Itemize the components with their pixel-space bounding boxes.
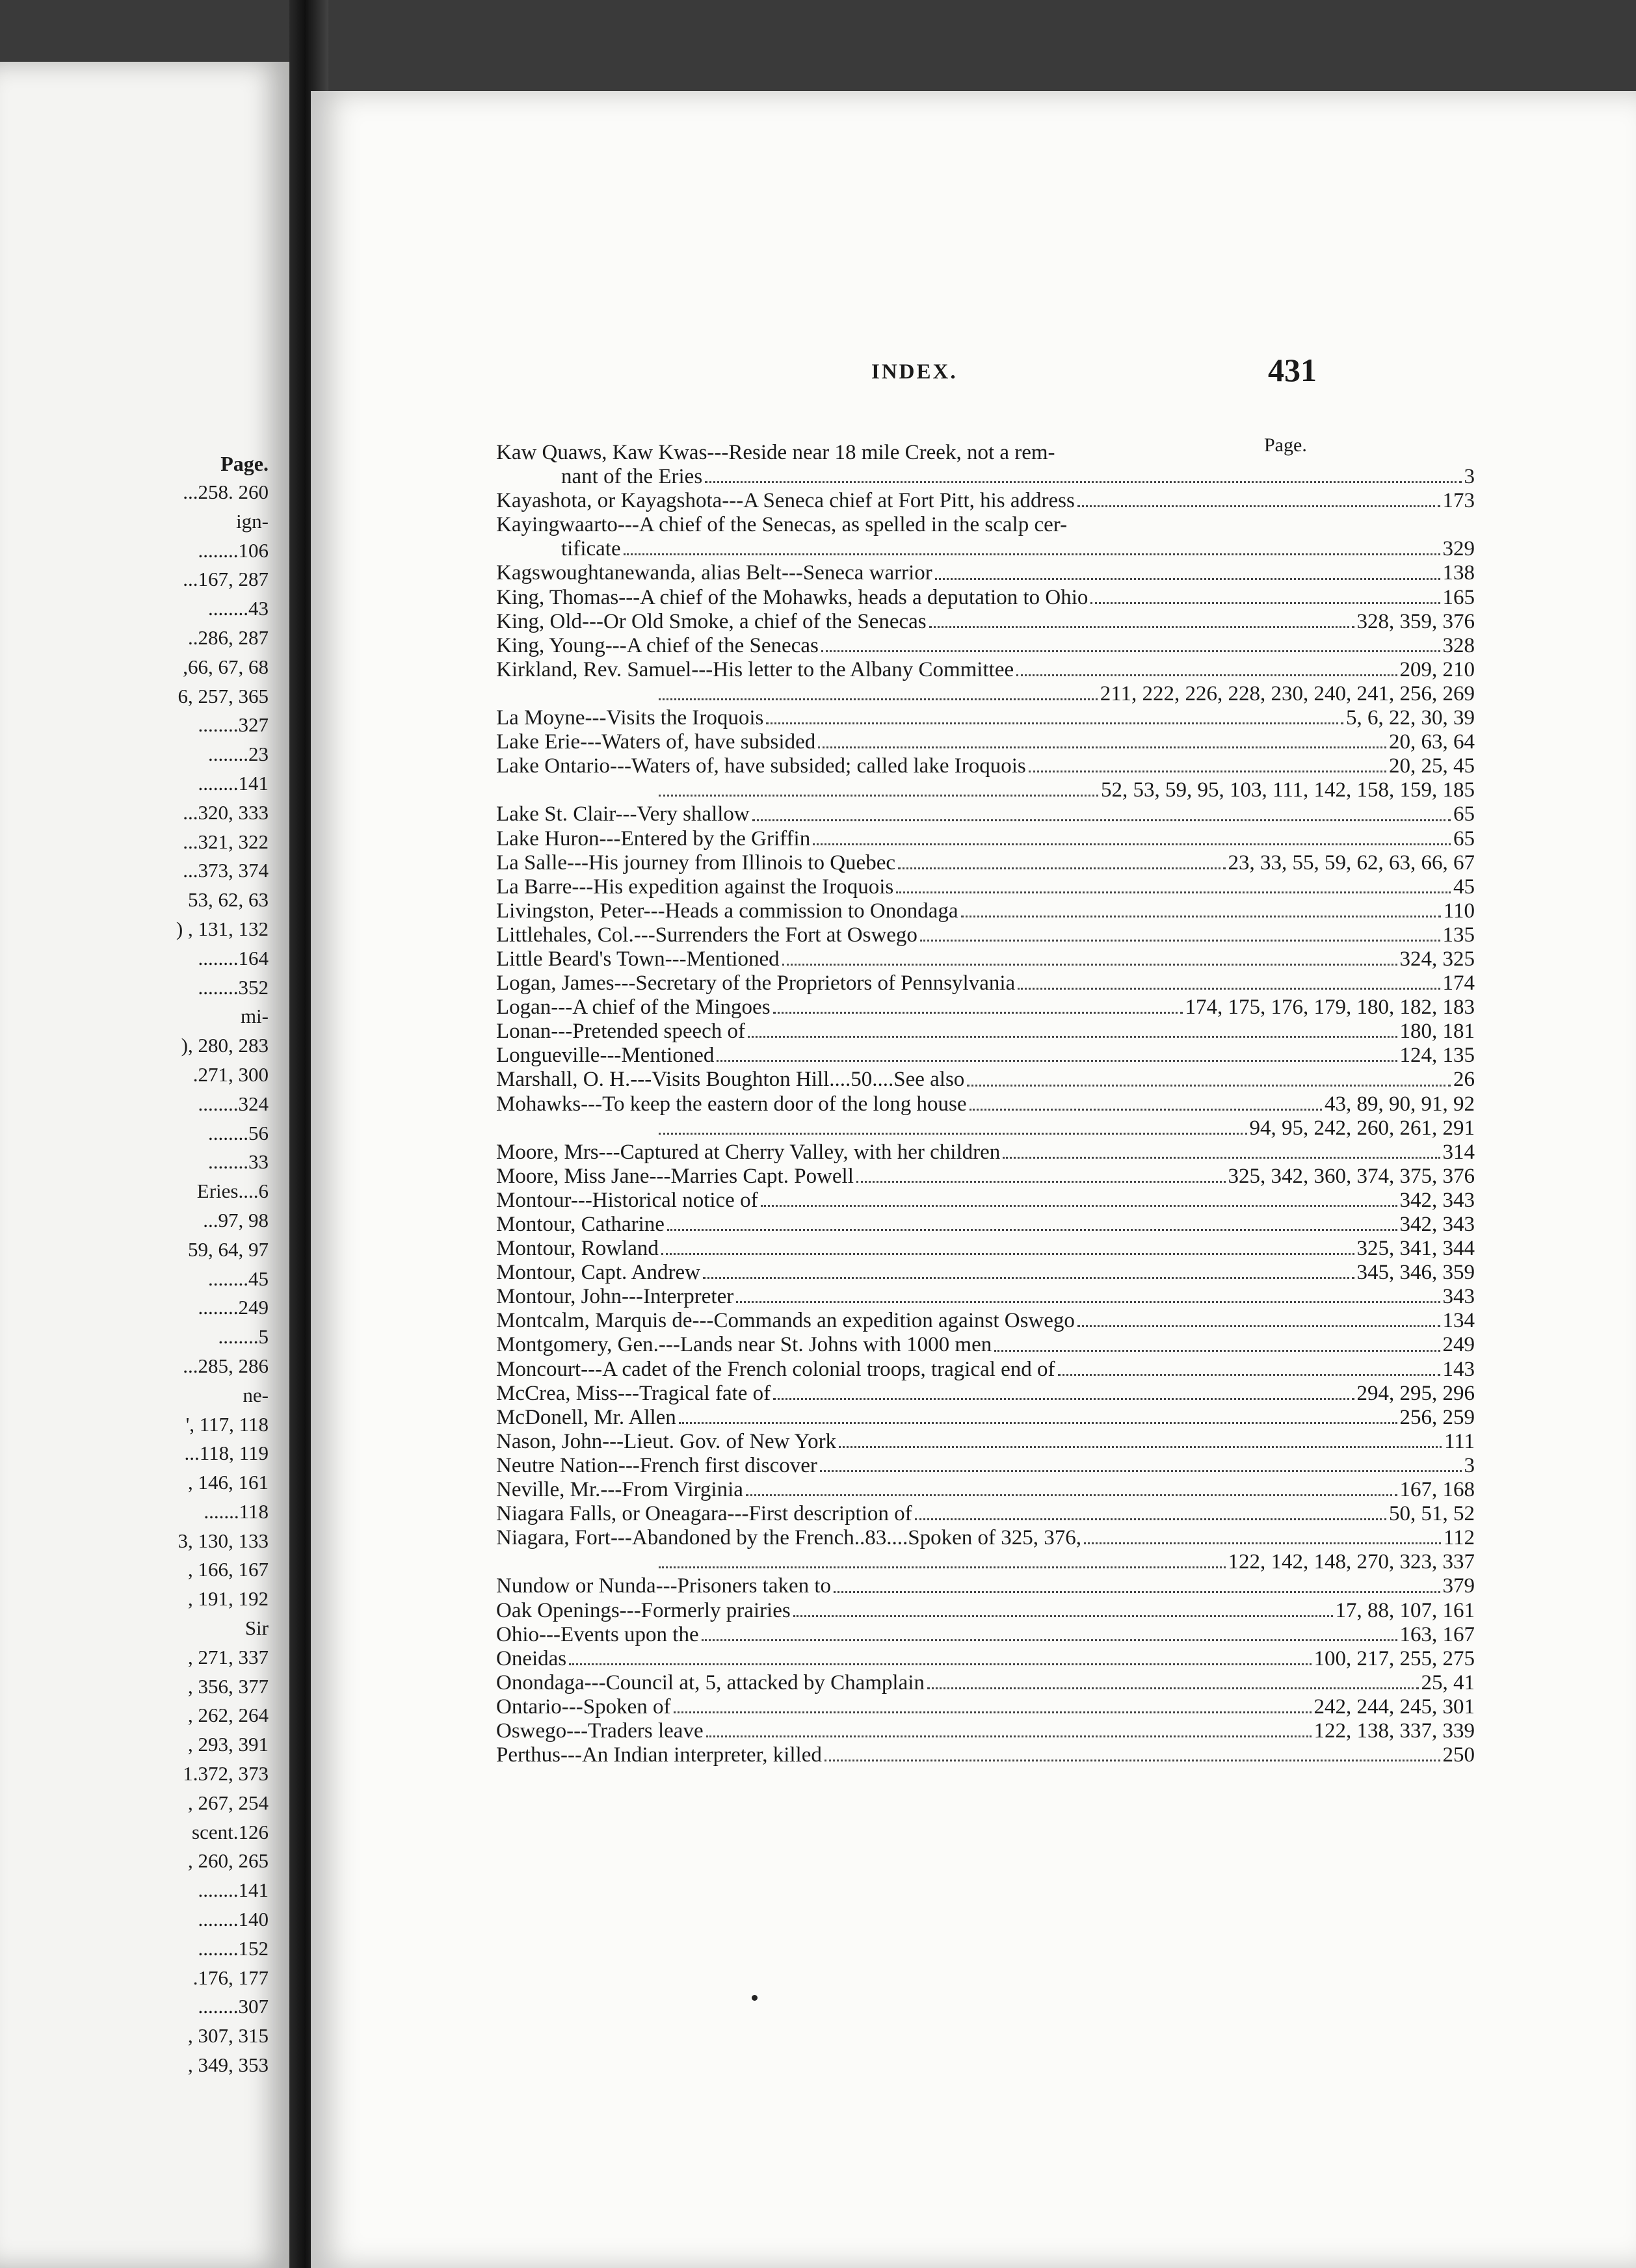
left-page-fragment: , 267, 254 <box>188 1791 269 1814</box>
index-entry <box>496 1358 1475 1382</box>
entry-pages: 379 <box>1442 1574 1475 1598</box>
left-page-fragment: 59, 64, 97 <box>188 1237 269 1261</box>
left-page-fragment: , 262, 264 <box>188 1704 269 1727</box>
entry-text: Montcalm, Marquis de---Commands an expedition against Oswego <box>496 1309 1075 1333</box>
index-entry <box>496 1599 1475 1623</box>
left-page-fragment: 1.372, 373 <box>183 1762 269 1786</box>
dot-leader <box>748 1036 1397 1038</box>
entry-pages: 20, 25, 45 <box>1389 754 1475 778</box>
dot-leader <box>818 746 1386 748</box>
entry-pages: 163, 167 <box>1399 1622 1475 1646</box>
entry-pages: 325, 341, 344 <box>1356 1237 1475 1261</box>
entry-text: Nason, John---Lieut. Gov. of New York <box>496 1429 837 1453</box>
left-page-fragment: ne- <box>243 1383 269 1406</box>
entry-text: nant of the Eries <box>561 465 703 489</box>
dot-leader <box>856 1181 1226 1183</box>
left-page-fragment: ign- <box>236 509 269 533</box>
dot-leader <box>1090 602 1440 604</box>
dot-leader <box>773 1398 1354 1400</box>
dot-leader <box>752 819 1451 821</box>
entry-text: Montgomery, Gen.---Lands near St. Johns with 1000 men <box>496 1333 992 1357</box>
left-page-fragment: ........152 <box>198 1936 269 1960</box>
left-page-fragment: ........141 <box>198 1879 269 1902</box>
entry-pages: 324, 325 <box>1399 947 1475 971</box>
entry-pages: 111 <box>1444 1429 1475 1453</box>
entry-text: Kayashota, or Kayagshota---A Seneca chief at Fort Pitt, his address <box>496 489 1075 513</box>
entry-pages: 173 <box>1442 489 1475 513</box>
entry-pages: 256, 259 <box>1399 1405 1475 1429</box>
dot-leader <box>766 722 1343 724</box>
entry-text: Littlehales, Col.---Surrenders the Fort at Oswego <box>496 923 917 947</box>
entry-pages: 122, 142, 148, 270, 323, 337 <box>1228 1550 1475 1574</box>
left-page-fragment: ', 117, 118 <box>185 1412 269 1436</box>
dot-leader <box>761 1205 1397 1207</box>
dot-leader <box>773 1012 1183 1014</box>
dot-leader <box>705 481 1461 483</box>
left-page-fragment: , 166, 167 <box>188 1558 269 1581</box>
entry-pages: 134 <box>1442 1309 1475 1333</box>
left-page-fragment: ...373, 374 <box>183 859 269 882</box>
index-entry <box>496 730 1475 754</box>
index-entry <box>496 1333 1475 1357</box>
dot-leader <box>896 891 1451 893</box>
left-page-fragment: ........327 <box>198 713 269 737</box>
entry-text: La Moyne---Visits the Iroquois <box>496 706 764 730</box>
left-page-fragment: ........106 <box>198 538 269 562</box>
entry-text: Kaw Quaws, Kaw Kwas---Reside near 18 mile Creek, not a rem- <box>496 441 1055 464</box>
dot-leader <box>1003 1157 1440 1159</box>
dot-leader <box>970 1109 1323 1111</box>
entry-text: Moncourt---A cadet of the French colonial troops, tragical end of <box>496 1357 1055 1381</box>
index-entry <box>496 1165 1475 1189</box>
entry-text: Logan, James---Secretary of the Proprietors of Pennsylvania <box>496 971 1016 996</box>
entry-pages: 135 <box>1442 923 1475 947</box>
left-page-fragment: ........33 <box>208 1150 269 1174</box>
left-page-fragment: , 191, 192 <box>188 1587 269 1611</box>
dot-leader <box>898 867 1226 869</box>
entry-pages: 112 <box>1443 1526 1475 1550</box>
index-entry <box>496 682 1475 706</box>
entry-pages: 345, 346, 359 <box>1356 1261 1475 1285</box>
index-entry <box>496 1574 1475 1598</box>
index-entry <box>496 1406 1475 1430</box>
dot-leader <box>813 843 1451 845</box>
entry-text: Neville, Mr.---From Virginia <box>496 1478 743 1502</box>
entry-text: Kayingwaarto---A chief of the Senecas, as spelled in the scalp cer- <box>496 513 1068 537</box>
entry-pages: 26 <box>1453 1068 1475 1092</box>
index-entry <box>496 610 1475 634</box>
index-entry <box>496 996 1475 1020</box>
index-entry <box>496 706 1475 730</box>
left-page-fragment: ..286, 287 <box>188 626 269 649</box>
left-page-fragment: ...97, 98 <box>203 1208 269 1232</box>
entry-pages: 20, 63, 64 <box>1389 730 1475 754</box>
left-page-fragment: ), 280, 283 <box>181 1034 269 1057</box>
index-entry <box>496 875 1475 899</box>
entry-text: La Barre---His expedition against the Iroquois <box>496 875 894 899</box>
entry-text: Montour, Rowland <box>496 1237 659 1261</box>
entry-text: Little Beard's Town---Mentioned <box>496 947 780 971</box>
entry-text: Lake Ontario---Waters of, have subsided; called lake Iroquois <box>496 754 1026 778</box>
entry-pages: 174, 175, 176, 179, 180, 182, 183 <box>1185 996 1475 1020</box>
left-page-fragment: Sir <box>244 1616 269 1640</box>
entry-pages: 211, 222, 226, 228, 230, 240, 241, 256, 269 <box>1100 681 1475 705</box>
entry-pages: 180, 181 <box>1399 1020 1475 1044</box>
entry-pages: 343 <box>1442 1285 1475 1309</box>
index-entry <box>496 1623 1475 1647</box>
left-page-fragment: ) , 131, 132 <box>176 917 269 940</box>
entry-pages: 43, 89, 90, 91, 92 <box>1325 1092 1475 1116</box>
index-entry <box>496 1526 1475 1550</box>
dot-leader <box>935 578 1440 580</box>
entry-text: Neutre Nation---French first discover <box>496 1453 817 1477</box>
ink-dot <box>752 1995 758 2001</box>
left-page-fragment: , 293, 391 <box>188 1733 269 1756</box>
entry-text: Nundow or Nunda---Prisoners taken to <box>496 1574 832 1598</box>
index-entry <box>496 1478 1475 1502</box>
entry-pages: 122, 138, 337, 339 <box>1313 1719 1475 1743</box>
index-entry <box>496 1743 1475 1767</box>
left-page-fragment: .......118 <box>204 1499 269 1523</box>
dot-leader <box>1058 1374 1440 1376</box>
entry-pages: 328 <box>1442 633 1475 657</box>
left-page-column-label: Page. <box>220 452 269 475</box>
index-entry <box>496 513 1475 537</box>
dot-leader <box>659 1133 1247 1135</box>
left-page-fragment: ........141 <box>198 771 269 795</box>
entry-text: Moore, Miss Jane---Marries Capt. Powell <box>496 1164 854 1188</box>
index-entry <box>496 586 1475 610</box>
entry-pages: 5, 6, 22, 30, 39 <box>1346 706 1475 730</box>
left-page-fragment: , 307, 315 <box>188 2024 269 2048</box>
dot-leader <box>782 964 1397 966</box>
entry-pages: 52, 53, 59, 95, 103, 111, 142, 158, 159, 185 <box>1100 778 1475 802</box>
dot-leader <box>793 1615 1333 1617</box>
index-entry <box>496 1285 1475 1309</box>
dot-leader <box>706 1735 1312 1737</box>
dot-leader <box>736 1301 1440 1303</box>
entry-text: Logan---A chief of the Mingoes <box>496 996 771 1020</box>
dot-leader <box>825 1760 1440 1761</box>
entry-text: King, Thomas---A chief of the Mohawks, heads a deputation to Ohio <box>496 585 1088 609</box>
index-entry <box>496 1671 1475 1695</box>
index-entry <box>496 1044 1475 1068</box>
left-page-fragment: , 349, 353 <box>188 2053 269 2077</box>
entry-pages: 250 <box>1442 1743 1475 1767</box>
index-entry <box>496 1719 1475 1743</box>
dot-leader <box>821 650 1440 652</box>
entry-pages: 329 <box>1442 537 1475 561</box>
left-page-fragment: ,66, 67, 68 <box>183 655 269 678</box>
entry-pages: 143 <box>1442 1357 1475 1381</box>
entry-text: Lake Erie---Waters of, have subsided <box>496 730 816 754</box>
left-page-fragments <box>176 478 269 2080</box>
entry-text: Oswego---Traders leave <box>496 1719 704 1743</box>
dot-leader <box>569 1663 1311 1665</box>
index-entry <box>496 1647 1475 1671</box>
dot-leader <box>967 1085 1451 1087</box>
dot-leader <box>746 1494 1397 1496</box>
left-page-fragment: scent.126 <box>192 1820 269 1843</box>
entry-pages: 167, 168 <box>1399 1478 1475 1502</box>
right-page <box>311 91 1636 2268</box>
dot-leader <box>667 1229 1397 1231</box>
entry-pages: 23, 33, 55, 59, 62, 63, 66, 67 <box>1228 850 1475 875</box>
dot-leader <box>839 1446 1442 1448</box>
entry-text: King, Old---Or Old Smoke, a chief of the Senecas <box>496 609 927 633</box>
dot-leader <box>1029 771 1386 772</box>
entry-text: Niagara, Fort---Abandoned by the French..83....Spoken of 325, 376, <box>496 1526 1081 1550</box>
left-page-fragment: ........307 <box>198 1995 269 2018</box>
entry-text: Lake St. Clair---Very shallow <box>496 802 750 826</box>
left-page-fragment: 53, 62, 63 <box>188 888 269 912</box>
left-page-fragment: ...258. 260 <box>183 481 269 503</box>
index-entry <box>496 561 1475 585</box>
entry-text: McDonell, Mr. Allen <box>496 1405 676 1429</box>
entry-text: Ohio---Events upon the <box>496 1622 699 1646</box>
index-entry <box>496 1068 1475 1092</box>
running-head: INDEX. <box>871 360 958 384</box>
entry-text: tificate <box>561 537 621 561</box>
index-entry <box>496 441 1475 465</box>
dot-leader <box>624 553 1440 555</box>
entry-pages: 342, 343 <box>1399 1188 1475 1212</box>
index-entry <box>496 634 1475 658</box>
dot-leader <box>915 1518 1386 1520</box>
entry-text: Longueville---Mentioned <box>496 1044 715 1068</box>
left-page-fragment: Eries....6 <box>196 1180 269 1203</box>
left-page-fragment: , 271, 337 <box>188 1645 269 1668</box>
entry-text: Onondaga---Council at, 5, attacked by Champlain <box>496 1670 925 1694</box>
left-page-fragment: 6, 257, 365 <box>178 684 269 707</box>
entry-text: McCrea, Miss---Tragical fate of <box>496 1381 771 1405</box>
index-entry <box>496 899 1475 923</box>
left-page-fragment: , 260, 265 <box>188 1849 269 1873</box>
index-entry <box>496 537 1475 561</box>
dot-leader <box>1084 1542 1441 1544</box>
entry-text: Oneidas <box>496 1646 567 1670</box>
left-page-fragment: ........23 <box>208 743 269 766</box>
entry-pages: 110 <box>1443 899 1475 923</box>
dot-leader <box>961 916 1441 917</box>
entry-text: Livingston, Peter---Heads a commission to Onondaga <box>496 899 958 923</box>
entry-pages: 249 <box>1442 1333 1475 1357</box>
dot-leader <box>927 1687 1419 1689</box>
dot-leader <box>920 940 1440 942</box>
entry-pages: 94, 95, 242, 260, 261, 291 <box>1249 1116 1475 1140</box>
entry-text: Ontario---Spoken of <box>496 1694 671 1719</box>
entry-text: Montour, John---Interpreter <box>496 1285 734 1309</box>
entry-text: La Salle---His journey from Illinois to Quebec <box>496 850 895 875</box>
entry-pages: 50, 51, 52 <box>1389 1502 1475 1526</box>
index-entry <box>496 1454 1475 1478</box>
index-entry <box>496 465 1475 489</box>
entry-pages: 65 <box>1453 826 1475 850</box>
entry-text: Kagswoughtanewanda, alias Belt---Seneca warrior <box>496 561 932 585</box>
left-page-fragment: , 146, 161 <box>188 1471 269 1494</box>
entry-text: Oak Openings---Formerly prairies <box>496 1598 791 1622</box>
left-page-fragment: ...321, 322 <box>183 830 269 853</box>
dot-leader <box>659 1566 1226 1568</box>
index-entry <box>496 754 1475 778</box>
dot-leader <box>1077 1325 1440 1327</box>
entry-pages: 174 <box>1442 971 1475 996</box>
dot-leader <box>717 1060 1397 1062</box>
dot-leader <box>1018 988 1440 990</box>
entry-text: Montour, Capt. Andrew <box>496 1261 700 1285</box>
index-entry <box>496 1116 1475 1141</box>
entry-text: Lonan---Pretended speech of <box>496 1020 745 1044</box>
index-entry <box>496 947 1475 971</box>
index-entry <box>496 1020 1475 1044</box>
entry-pages: 165 <box>1442 585 1475 609</box>
entry-pages: 314 <box>1442 1140 1475 1164</box>
left-page-fragment: ........56 <box>208 1121 269 1144</box>
left-page-fragment: ........5 <box>218 1325 269 1349</box>
left-page-fragment: ........45 <box>208 1267 269 1290</box>
page-number: 431 <box>1268 352 1317 388</box>
left-page-fragment: , 356, 377 <box>188 1674 269 1698</box>
dot-leader <box>820 1470 1462 1472</box>
index-entry <box>496 778 1475 802</box>
index-entry <box>496 489 1475 513</box>
left-page-fragment: .271, 300 <box>192 1062 269 1086</box>
index-entry <box>496 1237 1475 1261</box>
entry-pages: 209, 210 <box>1399 657 1475 681</box>
dot-leader <box>703 1277 1354 1279</box>
left-page-fragment: ........164 <box>198 946 269 969</box>
entry-pages: 342, 343 <box>1399 1213 1475 1236</box>
index-entry <box>496 1092 1475 1116</box>
dot-leader <box>702 1639 1397 1641</box>
dot-leader <box>834 1591 1440 1593</box>
index-entry <box>496 1189 1475 1213</box>
entry-text: King, Young---A chief of the Senecas <box>496 633 819 657</box>
left-page-fragment: 3, 130, 133 <box>178 1529 269 1552</box>
dot-leader <box>661 1253 1354 1255</box>
index-entry <box>496 802 1475 826</box>
entry-text: Lake Huron---Entered by the Griffin <box>496 826 811 850</box>
left-page-fragment: mi- <box>240 1005 269 1028</box>
left-page-fragment: ........249 <box>198 1296 269 1319</box>
left-page-fragment: ...118, 119 <box>184 1442 269 1465</box>
entry-pages: 45 <box>1453 875 1475 899</box>
entry-pages: 138 <box>1442 561 1475 585</box>
index-entry <box>496 1141 1475 1165</box>
index-entry <box>496 851 1475 875</box>
index-entry <box>496 658 1475 682</box>
index-entry <box>496 971 1475 996</box>
left-page-fragment: ........43 <box>208 597 269 620</box>
column-page-label: Page. <box>1264 434 1307 456</box>
entry-pages: 124, 135 <box>1399 1044 1475 1068</box>
left-page-fragment: .176, 177 <box>192 1966 269 1989</box>
dot-leader <box>659 795 1098 797</box>
dot-leader <box>659 698 1098 700</box>
entry-pages: 65 <box>1453 802 1475 826</box>
entry-text: Montour---Historical notice of <box>496 1188 758 1212</box>
entry-pages: 25, 41 <box>1421 1670 1475 1694</box>
index-entry <box>496 1430 1475 1454</box>
index-entry <box>496 827 1475 851</box>
left-facing-page <box>0 62 289 2268</box>
dot-leader <box>679 1422 1397 1424</box>
left-page-fragment: ........324 <box>198 1092 269 1115</box>
left-page-fragment: ........352 <box>198 975 269 999</box>
index-entry <box>496 1502 1475 1526</box>
entry-text: Niagara Falls, or Oneagara---First description of <box>496 1502 912 1526</box>
dot-leader <box>1016 674 1397 676</box>
entry-text: Kirkland, Rev. Samuel---His letter to the Albany Committee <box>496 657 1014 681</box>
entry-text: Montour, Catharine <box>496 1213 665 1236</box>
entry-pages: 325, 342, 360, 374, 375, 376 <box>1228 1164 1475 1188</box>
index-entry <box>496 1261 1475 1285</box>
dot-leader <box>929 626 1354 628</box>
left-page-fragment: ...167, 287 <box>183 568 269 591</box>
index-entry <box>496 923 1475 947</box>
left-page-fragment: ...285, 286 <box>183 1354 269 1377</box>
entry-text: Marshall, O. H.---Visits Boughton Hill....50....See also <box>496 1068 965 1092</box>
entry-text: Moore, Mrs---Captured at Cherry Valley, with her children <box>496 1140 1001 1164</box>
dot-leader <box>674 1711 1312 1713</box>
dot-leader <box>1077 505 1440 507</box>
entry-pages: 3 <box>1464 465 1475 489</box>
entry-text: Perthus---An Indian interpreter, killed <box>496 1743 822 1767</box>
entry-pages: 294, 295, 296 <box>1356 1381 1475 1405</box>
entry-pages: 328, 359, 376 <box>1356 609 1475 633</box>
index-entry <box>496 1213 1475 1237</box>
left-page-fragment: ...320, 333 <box>183 800 269 824</box>
index-entry <box>496 1695 1475 1719</box>
index-entry <box>496 1309 1475 1333</box>
index-entry <box>496 1550 1475 1574</box>
entry-pages: 242, 244, 245, 301 <box>1313 1694 1475 1719</box>
entry-pages: 100, 217, 255, 275 <box>1313 1646 1475 1670</box>
index-entries <box>496 441 1475 1767</box>
entry-text: Mohawks---To keep the eastern door of the long house <box>496 1092 967 1116</box>
dot-leader <box>994 1350 1440 1352</box>
index-entry <box>496 1382 1475 1406</box>
entry-pages: 17, 88, 107, 161 <box>1335 1598 1475 1622</box>
entry-pages: 3 <box>1464 1453 1475 1477</box>
left-page-fragment: ........140 <box>198 1908 269 1931</box>
